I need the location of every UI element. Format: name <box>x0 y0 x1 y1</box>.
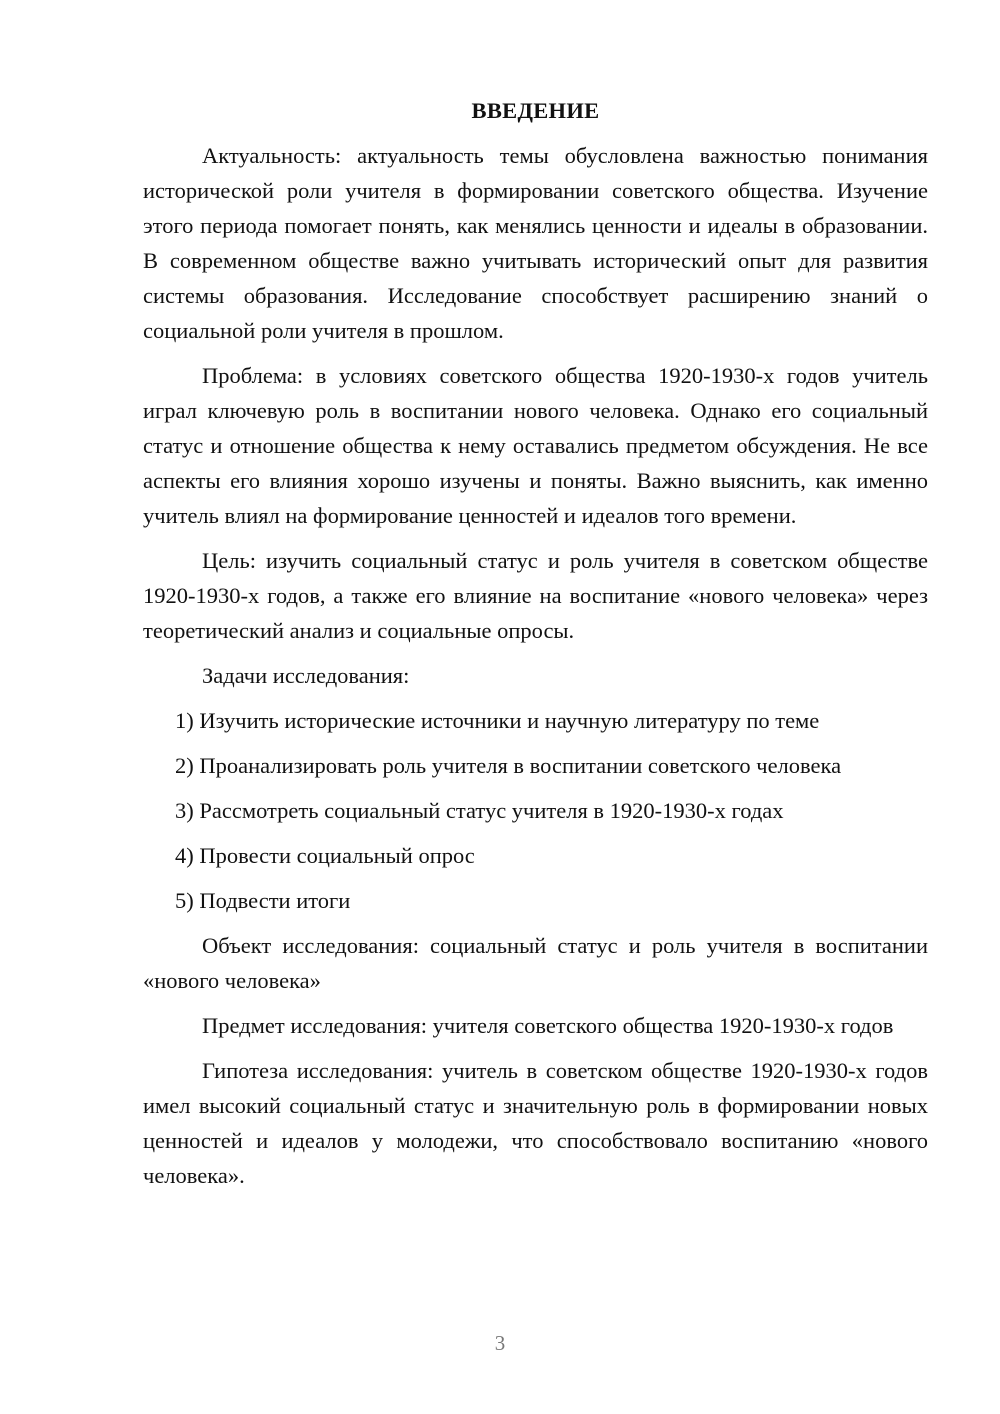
tasks-label: Задачи исследования: <box>202 663 410 688</box>
list-item: 4) Провести социальный опрос <box>175 843 475 868</box>
problem-paragraph: Проблема: в условиях советского общества 1920-1930-х годов учитель играл ключевую роль в воспитании нового человека. Однако его социальный статус и отношение общества к нему оставались предметом обсуждения. Не все аспекты его влияния хорошо изучены и поняты. Важно выяснить, как именно учитель влиял на формирование ценностей и идеалов того времени. <box>143 363 928 528</box>
list-item: 1) Изучить исторические источники и научную литературу по теме <box>175 708 820 733</box>
page-number: 3 <box>494 1331 506 1355</box>
list-item: 3) Рассмотреть социальный статус учителя в 1920-1930-х годах <box>175 798 784 823</box>
goal-paragraph: Цель: изучить социальный статус и роль учителя в советском обществе 1920-1930-х годов, а также его влияние на воспитание «нового человека» через теоретический анализ и социальные опросы. <box>143 548 928 643</box>
object-paragraph: Объект исследования: социальный статус и роль учителя в воспитании «нового человека» <box>143 933 928 993</box>
hypothesis-paragraph: Гипотеза исследования: учитель в советском обществе 1920-1930-х годов имел высокий социальный статус и значительную роль в формировании новых ценностей и идеалов у молодежи, что способствовало воспитанию «нового человека». <box>143 1058 928 1188</box>
list-item: 2) Проанализировать роль учителя в воспитании советского человека <box>175 753 842 778</box>
subject-paragraph: Предмет исследования: учителя советского общества 1920-1930-х годов <box>202 1013 894 1038</box>
list-item: 5) Подвести итоги <box>175 888 351 913</box>
tasks-list <box>143 703 928 918</box>
relevance-paragraph: Актуальность: актуальность темы обусловлена важностью понимания исторической роли учителя в формировании советского общества. Изучение этого периода помогает понять, как менялись ценности и идеалы в образовании. В современном обществе важно учитывать исторический опыт для развития системы образования. Исследование способствует расширению знаний о социальной роли учителя в прошлом. <box>143 143 928 343</box>
page-title: ВВЕДЕНИЕ <box>471 98 600 123</box>
document-page <box>143 96 928 1203</box>
